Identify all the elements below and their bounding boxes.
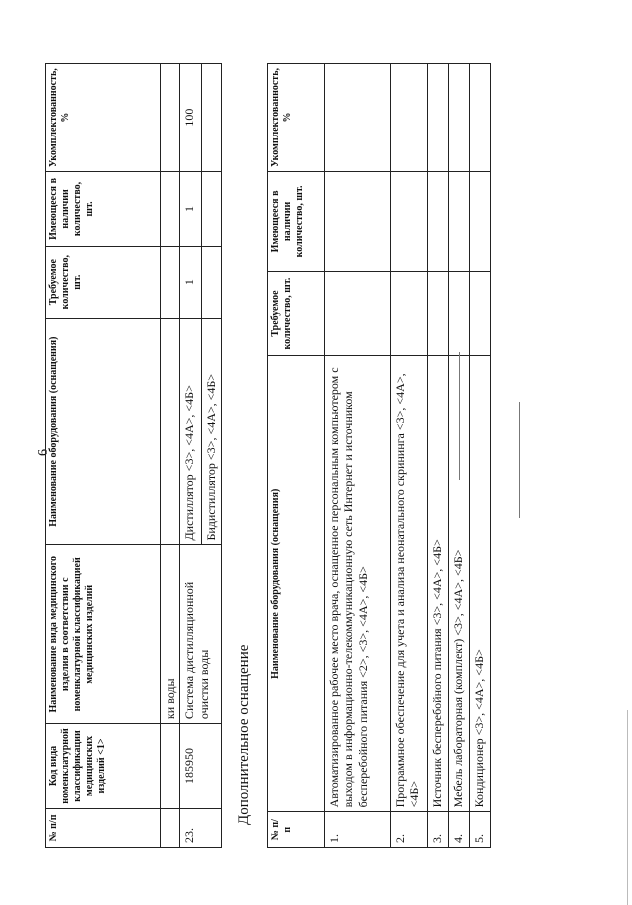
row-num: 2. — [391, 812, 428, 848]
row-num: 1. — [325, 812, 391, 848]
table-row — [161, 64, 180, 848]
header-code: Код вида номенклатурной классификации медицинских изделий <1> — [46, 724, 161, 809]
table-row — [391, 64, 428, 848]
header-percent: Укомплектованность, % — [46, 64, 161, 172]
table-row — [470, 64, 491, 848]
header-required: Требуемое количество, шт. — [268, 271, 325, 355]
header-available: Имеющееся в наличии количество, шт. — [46, 172, 161, 246]
separator-line — [519, 402, 520, 518]
row-name: Кондиционер <3>, <4А>, <4Б> — [470, 356, 491, 812]
table-row — [180, 64, 202, 848]
kind-fragment: ки воды — [161, 545, 180, 724]
separator-line — [627, 710, 628, 905]
page-number: 6 — [36, 449, 51, 456]
row-name: Мебель лабораторная (комплект) <3>, <4А>, <4Б> — [449, 356, 470, 812]
table-header-row — [46, 64, 161, 848]
equipment-table — [45, 63, 222, 848]
row-equipment: Дистиллятор <3>, <4А>, <4Б> — [180, 318, 202, 545]
row-code: 185950 — [180, 724, 222, 809]
row-num: 23. — [180, 808, 222, 847]
row-name: Автоматизированное рабочее место врача, оснащенное персональным компьютером с выходом в информационно-телекоммуникационную сеть Интернет и источником бесперебойного питания <2>, <3>, <4А>, <4Б> — [325, 356, 391, 812]
row-required: 1 — [180, 246, 202, 318]
row-num: 3. — [428, 812, 449, 848]
additional-equipment-table — [267, 63, 491, 848]
header-percent: Укомплектованность, % — [268, 64, 325, 172]
header-kind: Наименование вида медицинского изделия в соответствии с номенклатурной классификацией медицинских изделий — [46, 545, 161, 724]
row-num: 4. — [449, 812, 470, 848]
section-title: Дополнительное оснащение — [236, 644, 252, 825]
header-available: Имеющееся в наличии количество, шт. — [268, 171, 325, 271]
row-num: 5. — [470, 812, 491, 848]
header-required: Требуемое количество, шт. — [46, 246, 161, 318]
row-equipment: Бидистиллятор <3>, <4А>, <4Б> — [202, 318, 222, 545]
row-kind: Система дистилляционной очистки воды — [180, 545, 222, 724]
table-row — [428, 64, 449, 848]
row-percent: 100 — [180, 64, 202, 172]
header-equipment: Наименование оборудования (оснащения) — [46, 318, 161, 545]
separator-line — [459, 352, 460, 480]
row-name: Программное обеспечение для учета и анализа неонатального скрининга <3>, <4А>, <4Б> — [391, 356, 428, 812]
table-header-row — [268, 64, 325, 848]
table-row — [325, 64, 391, 848]
header-equipment: Наименование оборудования (оснащения) — [268, 356, 325, 812]
row-available: 1 — [180, 172, 202, 246]
header-num: № п/п — [268, 812, 325, 848]
row-name: Источник бесперебойного питания <3>, <4А>, <4Б> — [428, 356, 449, 812]
header-num: № п/п — [46, 808, 161, 847]
